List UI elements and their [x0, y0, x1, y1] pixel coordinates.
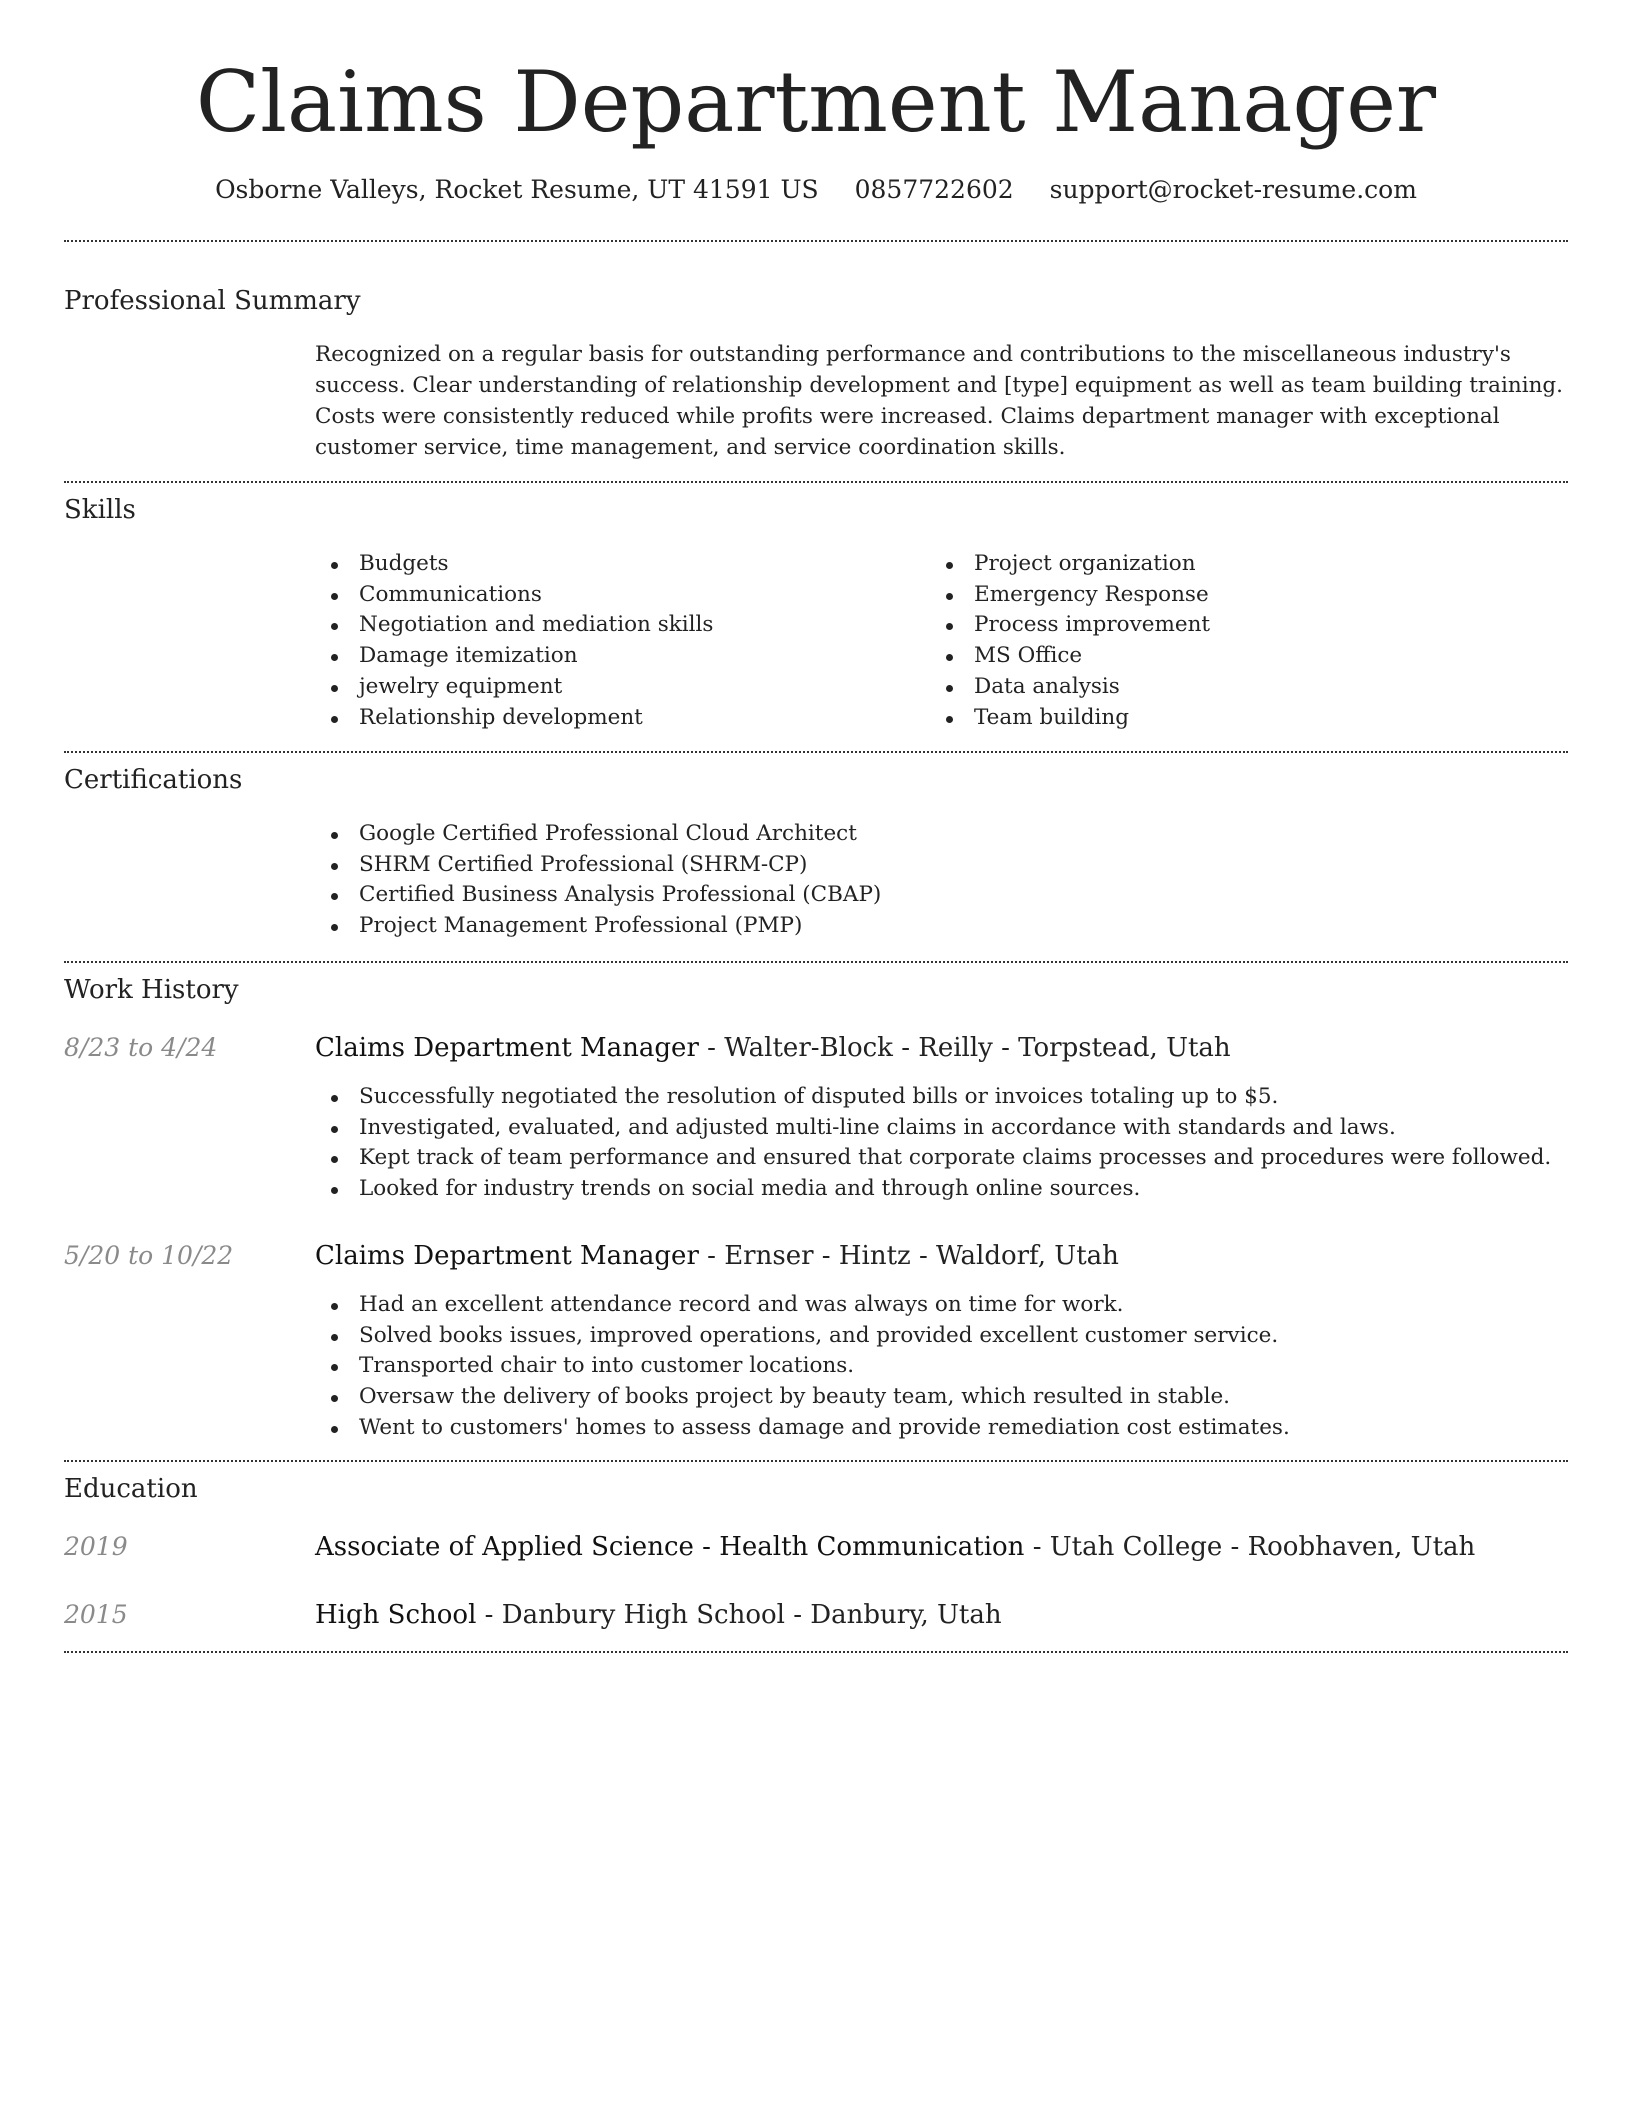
skill-item: MS Office: [930, 641, 1210, 672]
certifications-section-title: Certifications: [64, 765, 243, 795]
resume-name-heading: Claims Department Manager: [195, 53, 1437, 151]
education-school: Danbury High School: [501, 1600, 785, 1630]
education-school: Utah College: [1049, 1532, 1223, 1562]
contact-email: support@rocket-resume.com: [1049, 175, 1417, 204]
section-divider: [64, 1460, 1568, 1462]
contact-phone: 0857722602: [854, 175, 1014, 204]
job-company: Ernser - Hintz: [724, 1241, 911, 1271]
skill-item: Relationship development: [315, 703, 713, 734]
heading-separator: -: [784, 1600, 811, 1630]
section-divider: [64, 751, 1568, 753]
skill-item: Communications: [315, 580, 713, 611]
skill-item: jewelry equipment: [315, 672, 713, 703]
skill-item: Budgets: [315, 549, 713, 580]
certification-item: Google Certified Professional Cloud Architect: [315, 819, 881, 850]
certification-item: SHRM Certified Professional (SHRM-CP): [315, 850, 881, 881]
education-year: 2019: [64, 1532, 128, 1561]
skill-item: Team building: [930, 703, 1210, 734]
contact-address: Osborne Valleys, Rocket Resume, UT 41591 US: [215, 175, 819, 204]
section-divider: [64, 961, 1568, 963]
heading-separator: -: [910, 1241, 937, 1271]
job-role: Claims Department Manager: [315, 1241, 699, 1271]
job-location: Waldorf, Utah: [936, 1241, 1119, 1271]
skill-item: Project organization: [930, 549, 1210, 580]
job-bullet: Solved books issues, improved operations, and provided excellent customer service.: [315, 1321, 1290, 1352]
job-heading: [315, 1238, 1565, 1274]
skill-item: Damage itemization: [315, 641, 713, 672]
job-location: Torpstead, Utah: [1018, 1033, 1231, 1063]
section-divider: [64, 240, 1568, 242]
skill-item: Emergency Response: [930, 580, 1210, 611]
certification-item: Project Management Professional (PMP): [315, 911, 881, 942]
skill-item: Process improvement: [930, 610, 1210, 641]
education-degree: High School: [315, 1600, 477, 1630]
section-divider: [64, 481, 1568, 483]
skill-item: Data analysis: [930, 672, 1210, 703]
job-bullet: Went to customers' homes to assess damage and provide remediation cost estimates.: [315, 1413, 1290, 1444]
education-location: Roobhaven, Utah: [1247, 1532, 1476, 1562]
skills-list-left: [315, 549, 713, 733]
education-heading: [315, 1597, 1565, 1633]
summary-section-title: Professional Summary: [64, 286, 361, 316]
contact-line: [64, 170, 1568, 210]
job-bullet-list: [315, 1082, 1551, 1205]
skills-section-title: Skills: [64, 495, 136, 525]
section-divider: [64, 1651, 1568, 1653]
job-dates: 5/20 to 10/22: [64, 1241, 234, 1270]
certification-item: Certified Business Analysis Professional (CBAP): [315, 880, 881, 911]
job-dates: 8/23 to 4/24: [64, 1033, 218, 1062]
education-degree: Associate of Applied Science - Health Communication: [315, 1532, 1025, 1562]
heading-separator: -: [476, 1600, 502, 1630]
job-bullet: Kept track of team performance and ensured that corporate claims processes and procedures were followed.: [315, 1143, 1551, 1174]
education-section-title: Education: [64, 1474, 198, 1504]
skill-item: Negotiation and mediation skills: [315, 610, 713, 641]
skills-list-right: [930, 549, 1210, 733]
education-heading: [315, 1529, 1565, 1565]
job-heading: [315, 1030, 1565, 1066]
job-bullet: Successfully negotiated the resolution of disputed bills or invoices totaling up to $5.: [315, 1082, 1551, 1113]
heading-separator: -: [698, 1241, 725, 1271]
job-bullet: Looked for industry trends on social media and through online sources.: [315, 1174, 1551, 1205]
education-location: Danbury, Utah: [810, 1600, 1002, 1630]
summary-text: Recognized on a regular basis for outstanding performance and contributions to the miscellaneous industry's success. Clear understanding of relationship development and [type] equipment as well as team building training. Costs were consistently reduced while profits were increased. Claims department manager with exceptional customer service, time management, and service coordination skills.: [315, 342, 1564, 460]
job-bullet: Oversaw the delivery of books project by beauty team, which resulted in stable.: [315, 1382, 1290, 1413]
job-bullet-list: [315, 1290, 1290, 1444]
work-section-title: Work History: [64, 975, 239, 1005]
heading-separator: -: [1024, 1532, 1050, 1562]
heading-separator: -: [698, 1033, 725, 1063]
job-role: Claims Department Manager: [315, 1033, 699, 1063]
job-bullet: Transported chair to into customer locations.: [315, 1351, 1290, 1382]
heading-separator: -: [1222, 1532, 1248, 1562]
heading-separator: -: [992, 1033, 1019, 1063]
job-bullet: Investigated, evaluated, and adjusted multi-line claims in accordance with standards and laws.: [315, 1113, 1551, 1144]
education-year: 2015: [64, 1600, 128, 1629]
job-bullet: Had an excellent attendance record and was always on time for work.: [315, 1290, 1290, 1321]
job-company: Walter-Block - Reilly: [724, 1033, 993, 1063]
certifications-list: [315, 819, 881, 942]
